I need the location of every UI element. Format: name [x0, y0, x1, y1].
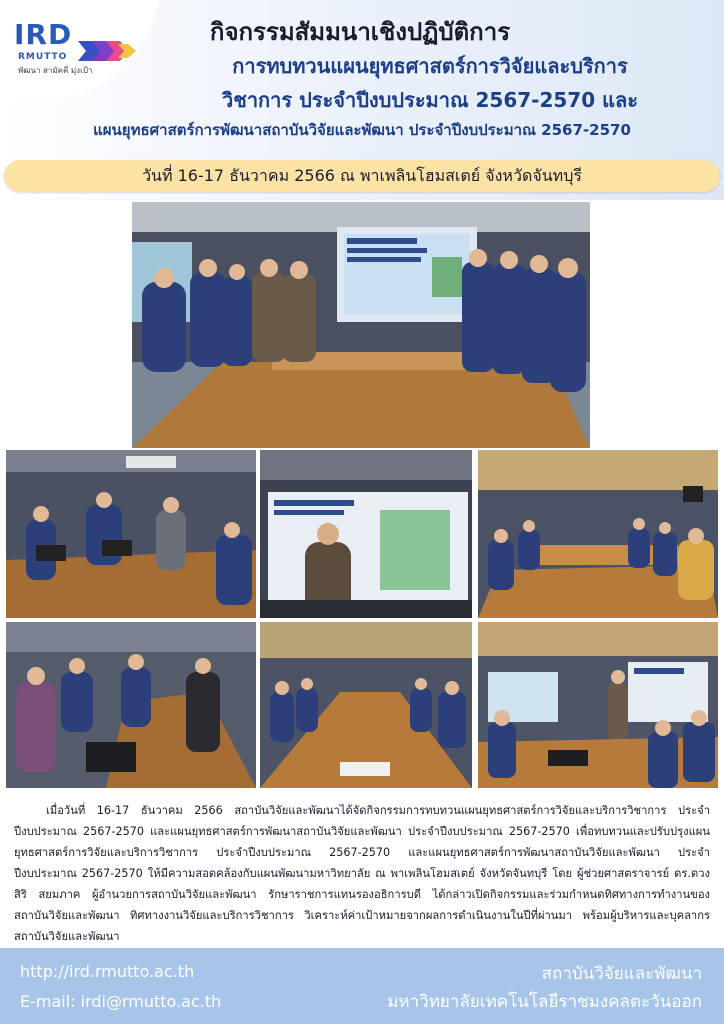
article-paragraph: เมื่อวันที่ 16-17 ธันวาคม 2566 สถาบันวิจัยและพัฒนาได้จัดกิจกรรมการทบทวนแผนยุทธศาสตร์การวิจัยและบริการวิชาการ ประจำปีงบประมาณ 2567-2570 และแผนยุทธศาสตร์การพัฒนาสถาบันวิจัยและพัฒนา ประจำปีงบประมาณ 2567-2570 เพื่อทบทวนและปรับปรุงแผนยุทธศาสตร์การวิจัยและบริการวิชาการ ประจำปีงบประมาณ 2567-2570 และแผนยุทธศาสตร์การพัฒนาสถาบันวิจัยและพัฒนา ประจำปีงบประมาณ 2567-2570 ให้มีความสอดคล้องกับแผนพัฒนามหาวิทยาลัย ณ พาเพลินโฮมสเตย์ จังหวัดจันทบุรี โดย ผู้ช่วยศาสตราจารย์ ดร.ดวงสิริ สยมภาค ผู้อำนวยการสถาบันวิจัยและพัฒนา รักษาราชการแทนรองอธิการบดี ได้กล่าวเปิดกิจกรรมและร่วมกำหนดทิศทางการทำงานของสถาบันวิจัยและพัฒนา ทิศทางงานวิจัยและบริการวิชาการ วิเคราะห์ค่าเป้าหมายจากผลการดำเนินงานในปีที่ผ่านมา พร้อมผู้บริหารและบุคลากรสถาบันวิจัยและพัฒนา	[14, 804, 710, 943]
institute-name: สถาบันวิจัยและพัฒนา	[541, 964, 702, 984]
logo-subtext: RMUTTO	[18, 52, 68, 62]
logo-tagline: พัฒนา สามัคคี มุ่งเป้า	[18, 66, 93, 75]
date-location-text: วันที่ 16-17 ธันวาคม 2566 ณ พาเพลินโฮมสเตย์ จังหวัดจันทบุรี	[142, 165, 582, 185]
footer	[0, 948, 724, 1024]
university-name: มหาวิทยาลัยเทคโนโลยีราชมงคลตะวันออก	[387, 992, 702, 1012]
date-location-banner	[4, 160, 720, 192]
title-line-1: กิจกรรมสัมมนาเชิงปฏิบัติการ	[209, 18, 511, 46]
article-body	[14, 800, 710, 947]
title-line-2: การทบทวนแผนยุทธศาสตร์การวิจัยและบริการ	[232, 54, 628, 78]
title-line-3: วิชาการ ประจำปีงบประมาณ 2567-2570 และ	[222, 88, 638, 112]
ird-logo	[14, 18, 154, 98]
photo-presentation-room	[478, 622, 718, 788]
photo-meeting-room-wide	[478, 450, 718, 618]
photo-meeting-table-left	[6, 450, 256, 618]
logo-arrows-icon	[78, 38, 138, 64]
photo-participants-seated	[6, 622, 256, 788]
title-line-4: แผนยุทธศาสตร์การพัฒนาสถาบันวิจัยและพัฒนา ประจำปีงบประมาณ 2567-2570	[93, 121, 631, 139]
group-photo	[132, 202, 590, 448]
website-link[interactable]: http://ird.rmutto.ac.th	[20, 962, 195, 981]
photo-long-table-meeting	[260, 622, 472, 788]
logo-text: IRD	[14, 18, 73, 51]
email-contact[interactable]: E-mail: irdi@rmutto.ac.th	[20, 992, 222, 1011]
photo-speaker-at-screen	[260, 450, 472, 618]
